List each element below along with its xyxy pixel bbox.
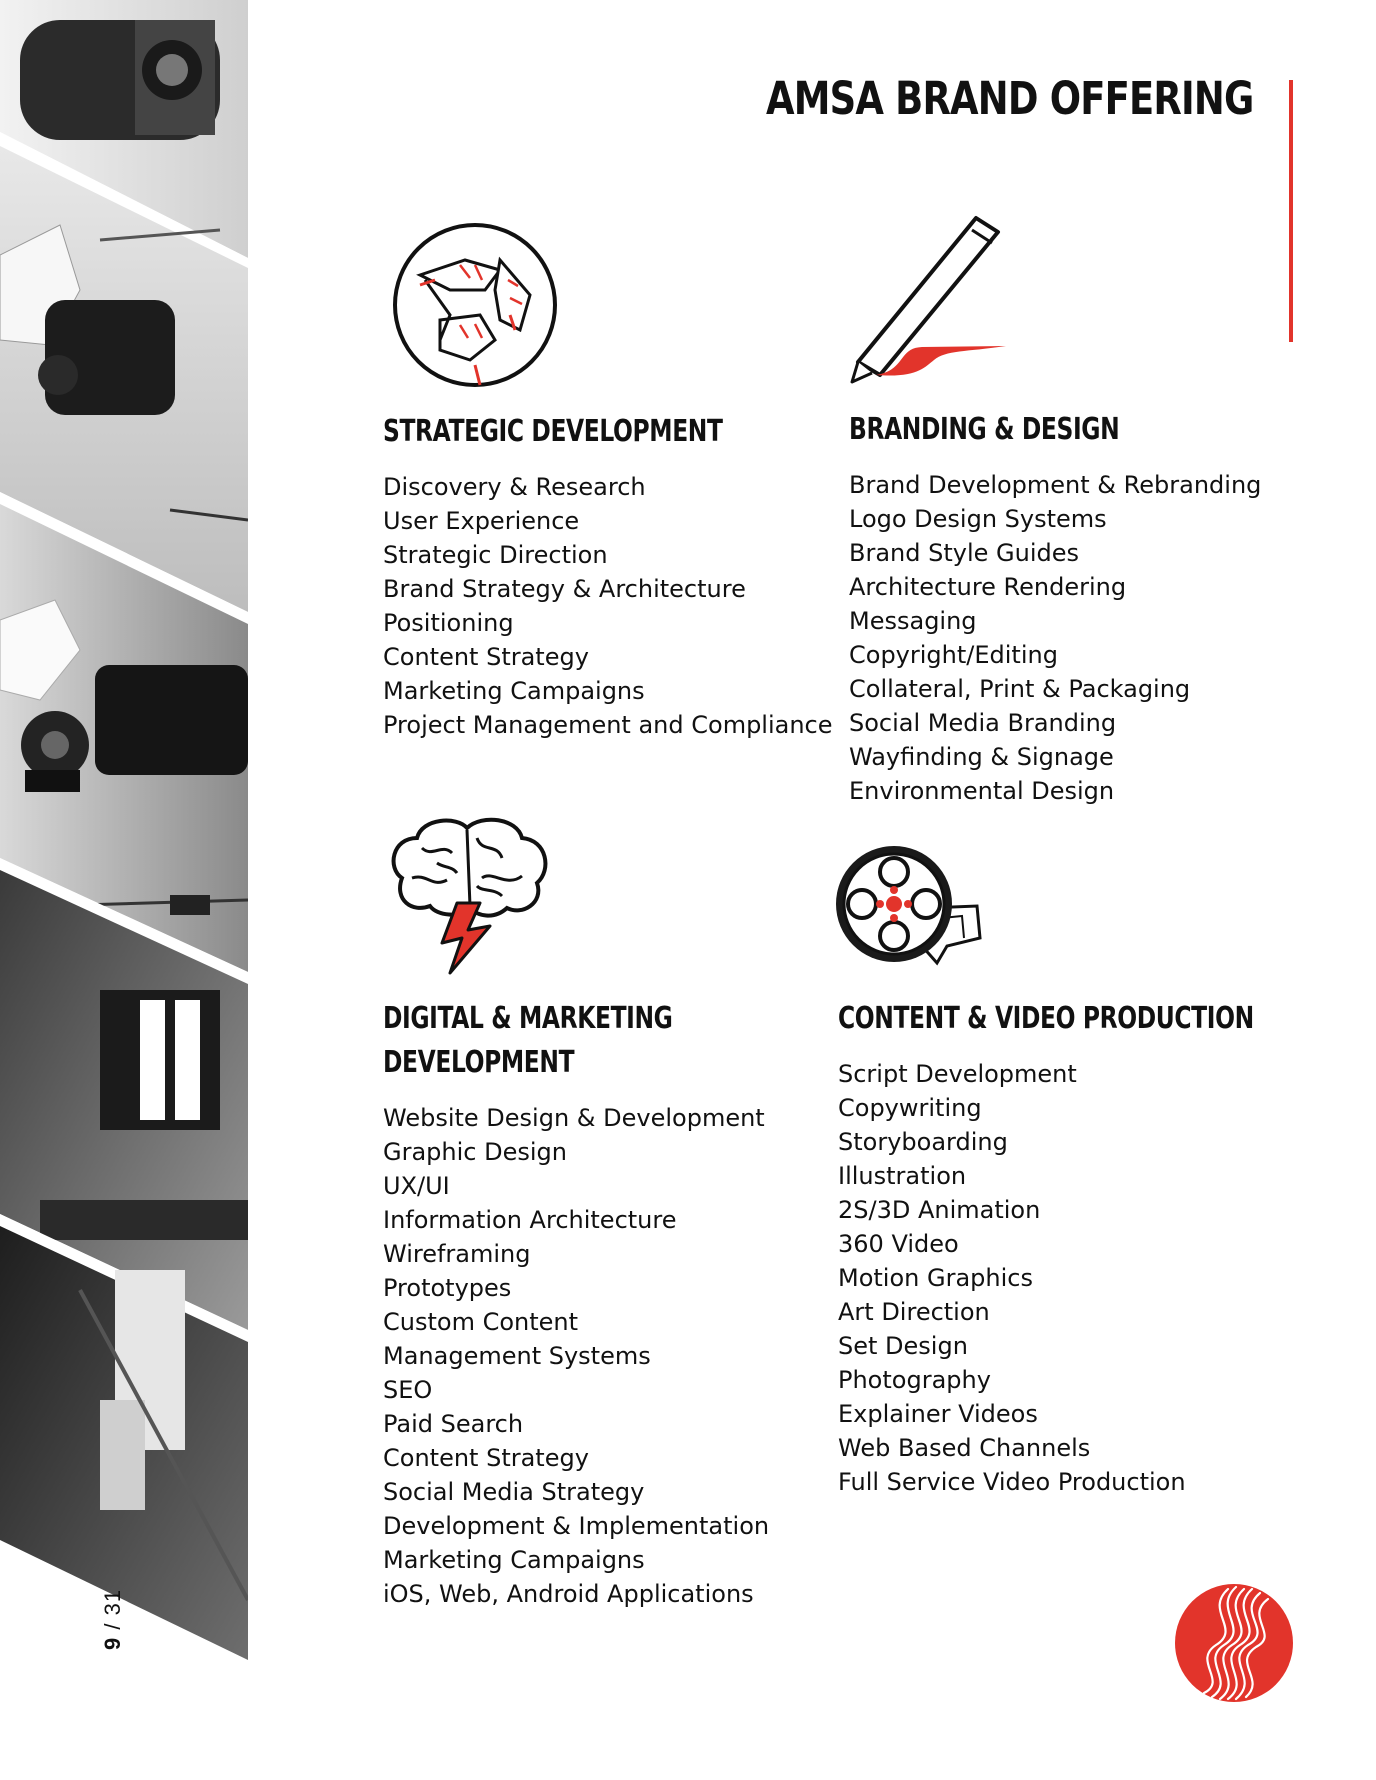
photo-collage-strip — [0, 0, 248, 1660]
section-title: CONTENT & VIDEO PRODUCTION — [838, 1001, 1254, 1036]
service-list — [838, 1057, 1371, 1499]
page-number-total: / 31 — [100, 1588, 125, 1630]
service-item: Script Development — [838, 1060, 1077, 1088]
service-list — [383, 1101, 769, 1611]
service-item: Content Strategy — [383, 643, 589, 671]
service-item: Marketing Campaigns — [383, 677, 645, 705]
service-item: Art Direction — [838, 1298, 990, 1326]
service-item: Explainer Videos — [838, 1400, 1038, 1428]
service-item: Set Design — [838, 1332, 968, 1360]
service-item: Illustration — [838, 1162, 967, 1190]
service-item: Project Management and Compliance — [383, 711, 833, 739]
service-item: Positioning — [383, 609, 514, 637]
service-item: Copywriting — [838, 1094, 982, 1122]
service-item: Storyboarding — [838, 1128, 1008, 1156]
service-item: Website Design & Development — [383, 1104, 765, 1132]
accent-rule — [1289, 80, 1293, 342]
service-item: Full Service Video Production — [838, 1468, 1186, 1496]
page-number-current: 9 — [100, 1636, 125, 1650]
service-item: UX/UI — [383, 1172, 450, 1200]
service-item: Web Based Channels — [838, 1434, 1091, 1462]
service-list — [849, 468, 1261, 808]
service-item: Strategic Direction — [383, 541, 608, 569]
page-number — [100, 1589, 126, 1650]
service-item: Development & Implementation — [383, 1512, 770, 1540]
service-item: Graphic Design — [383, 1138, 567, 1166]
section-branding-design — [849, 408, 1261, 808]
service-item: 2S/3D Animation — [838, 1196, 1041, 1224]
service-item: 360 Video — [838, 1230, 959, 1258]
service-item: Wireframing — [383, 1240, 531, 1268]
amsa-logo-icon — [1174, 1583, 1294, 1703]
service-item: Social Media Branding — [849, 709, 1117, 737]
service-item: Environmental Design — [849, 777, 1115, 805]
page-title: AMSA BRAND OFFERING — [765, 72, 1253, 125]
section-title: STRATEGIC DEVELOPMENT — [383, 414, 723, 449]
service-item: Marketing Campaigns — [383, 1546, 645, 1574]
service-item: Information Architecture — [383, 1206, 677, 1234]
service-item: iOS, Web, Android Applications — [383, 1580, 754, 1608]
service-item: Brand Strategy & Architecture — [383, 575, 746, 603]
service-item: SEO — [383, 1376, 433, 1404]
service-item: Collateral, Print & Packaging — [849, 675, 1191, 703]
service-item: User Experience — [383, 507, 580, 535]
service-item: Content Strategy — [383, 1444, 589, 1472]
section-title-line: DIGITAL & MARKETING — [383, 1001, 673, 1036]
service-item: Messaging — [849, 607, 977, 635]
section-content-video-production — [838, 997, 1371, 1499]
section-title-line: DEVELOPMENT — [383, 1045, 575, 1080]
film-reel-icon — [832, 828, 984, 980]
service-item: Motion Graphics — [838, 1264, 1033, 1292]
handshake-chain-icon — [390, 220, 560, 390]
brain-lightning-icon — [382, 808, 552, 978]
service-item: Logo Design Systems — [849, 505, 1107, 533]
service-item: Management Systems — [383, 1342, 651, 1370]
service-item: Prototypes — [383, 1274, 512, 1302]
service-item: Custom Content — [383, 1308, 579, 1336]
service-item: Social Media Strategy — [383, 1478, 645, 1506]
service-item: Brand Style Guides — [849, 539, 1080, 567]
service-item: Copyright/Editing — [849, 641, 1058, 669]
service-list — [383, 470, 833, 742]
service-item: Photography — [838, 1366, 991, 1394]
service-item: Discovery & Research — [383, 473, 646, 501]
service-item: Paid Search — [383, 1410, 524, 1438]
service-item: Wayfinding & Signage — [849, 743, 1114, 771]
section-strategic-development — [383, 410, 833, 742]
pencil-icon — [846, 210, 1016, 385]
service-item: Brand Development & Rebranding — [849, 471, 1262, 499]
service-item: Architecture Rendering — [849, 573, 1127, 601]
section-title — [383, 997, 684, 1085]
section-title: BRANDING & DESIGN — [849, 412, 1120, 447]
section-digital-marketing-development — [383, 997, 769, 1611]
